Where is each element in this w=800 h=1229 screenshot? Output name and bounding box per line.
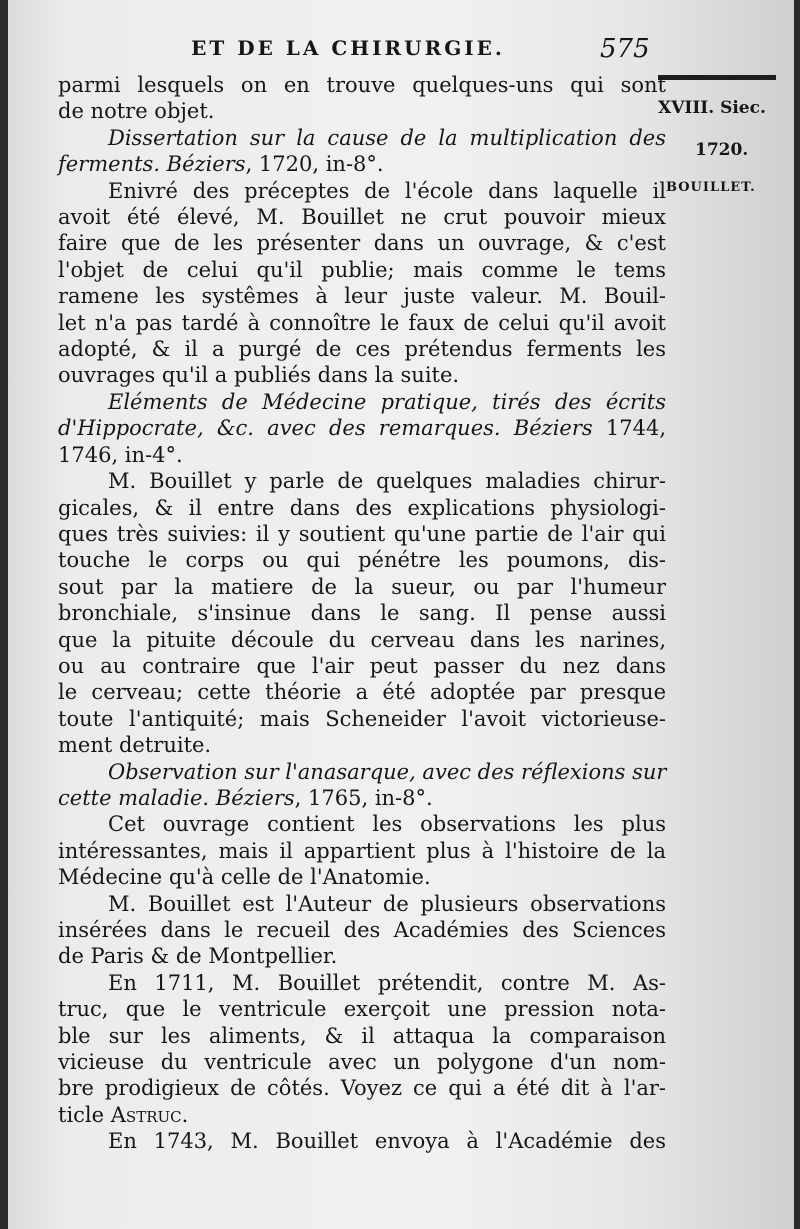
text-line: bronchiale, s'insinue dans le sang. Il pense aussi xyxy=(58,601,666,626)
book-page xyxy=(8,0,794,1229)
text-line: ramene les systêmes à leur juste valeur. M. Bouil- xyxy=(58,284,666,309)
text-line: faire que de les présenter dans un ouvrage, & c'est xyxy=(58,231,666,256)
text-fragment: ticle xyxy=(58,1102,105,1127)
text-line: M. Bouillet est l'Auteur de plusieurs observations xyxy=(108,891,666,916)
text-line: que la pituite découle du cerveau dans les narines, xyxy=(58,627,666,652)
text-line: intéressantes, mais il appartient plus à l'histoire de la xyxy=(58,838,666,863)
text-line: En 1743, M. Bouillet envoya à l'Académie des xyxy=(108,1129,666,1154)
text-line: ouvrages qu'il a publiés dans la suite. xyxy=(58,363,460,388)
title-text: ferments. Béziers xyxy=(58,152,246,177)
text-line xyxy=(58,1102,666,1128)
text-line: truc, que le ventricule exerçoit une pression nota- xyxy=(58,997,666,1022)
bibliographic-title-line xyxy=(58,389,666,415)
margin-note-author: BOUILLET. xyxy=(666,180,756,195)
margin-note-century: XVIII. Siec. xyxy=(658,98,766,118)
publication-details: 1744, xyxy=(592,416,667,441)
text-line: Cet ouvrage contient les observations les plus xyxy=(108,812,666,837)
text-line: sout par la matiere de la sueur, ou par l'humeur xyxy=(58,574,666,599)
bibliographic-title-line xyxy=(58,151,666,177)
text-line: M. Bouillet y parle de quelques maladies chirur- xyxy=(108,469,666,494)
text-line: toute l'antiquité; mais Scheneider l'avoit victorieuse- xyxy=(58,706,666,731)
text-line: touche le corps ou qui pénétre les poumons, dis- xyxy=(58,548,666,573)
text-line: adopté, & il a purgé de ces prétendus ferments les xyxy=(58,337,666,362)
bibliographic-title-line xyxy=(58,125,666,151)
text-line: gicales, & il entre dans des explications physiologi- xyxy=(58,495,666,520)
running-title: ET DE LA CHIRURGIE. xyxy=(191,36,505,60)
title-text: Eléments de Médecine pratique, tirés des écrits xyxy=(108,389,666,414)
text-line: 1746, in-4°. xyxy=(58,442,183,467)
text-line: ment detruite. xyxy=(58,733,212,758)
title-text: Observation sur l'anasarque, avec des réflexions sur xyxy=(108,759,667,784)
text-line: Enivré des préceptes de l'école dans laquelle il xyxy=(108,178,666,203)
text-line: Médecine qu'à celle de l'Anatomie. xyxy=(58,865,431,890)
text-line: vicieuse du ventricule avec un polygone d'un nom- xyxy=(58,1050,666,1075)
text-line: insérées dans le recueil des Académies des Sciences xyxy=(58,918,666,942)
text-line: ble sur les aliments, & il attaqua la comparaison xyxy=(58,1023,666,1048)
main-text xyxy=(58,72,666,1155)
bibliographic-title-line xyxy=(58,759,666,785)
text-line: parmi lesquels on en trouve quelques-uns qui sont xyxy=(58,73,666,97)
text-line: ou au contraire que l'air peut passer du nez dans xyxy=(58,653,666,678)
text-line: bre prodigieux de côtés. Voyez ce qui a été dit à l'ar- xyxy=(58,1076,666,1101)
bibliographic-title-line xyxy=(58,785,666,811)
bibliographic-title-line xyxy=(58,415,666,441)
text-line: de Paris & de Montpellier. xyxy=(58,944,338,969)
text-line: avoit été élevé, M. Bouillet ne crut pouvoir mieux xyxy=(58,205,666,230)
title-text: cette maladie. Béziers xyxy=(58,785,295,810)
text-line: let n'a pas tardé à connoître le faux de celui qu'il avoit xyxy=(58,310,666,335)
margin-note-year: 1720. xyxy=(695,140,749,160)
text-line: de notre objet. xyxy=(58,99,215,124)
title-text: d'Hippocrate, &c. avec des remarques. Béziers xyxy=(58,416,593,441)
publication-details: , 1765, in-8°. xyxy=(294,785,433,810)
text-line: ques très suivies: il y soutient qu'une partie de l'air qui xyxy=(58,521,666,546)
text-line: le cerveau; cette théorie a été adoptée par presque xyxy=(58,680,666,705)
margin-rule xyxy=(658,75,776,80)
text-line: En 1711, M. Bouillet prétendit, contre M. As- xyxy=(108,970,666,995)
cross-reference: Astruc. xyxy=(110,1102,189,1127)
title-text: Dissertation sur la cause de la multiplication des xyxy=(108,125,666,150)
page-number: 575 xyxy=(600,34,650,64)
publication-details: , 1720, in-8°. xyxy=(245,152,384,177)
text-line: l'objet de celui qu'il publie; mais comme le tems xyxy=(58,257,666,282)
